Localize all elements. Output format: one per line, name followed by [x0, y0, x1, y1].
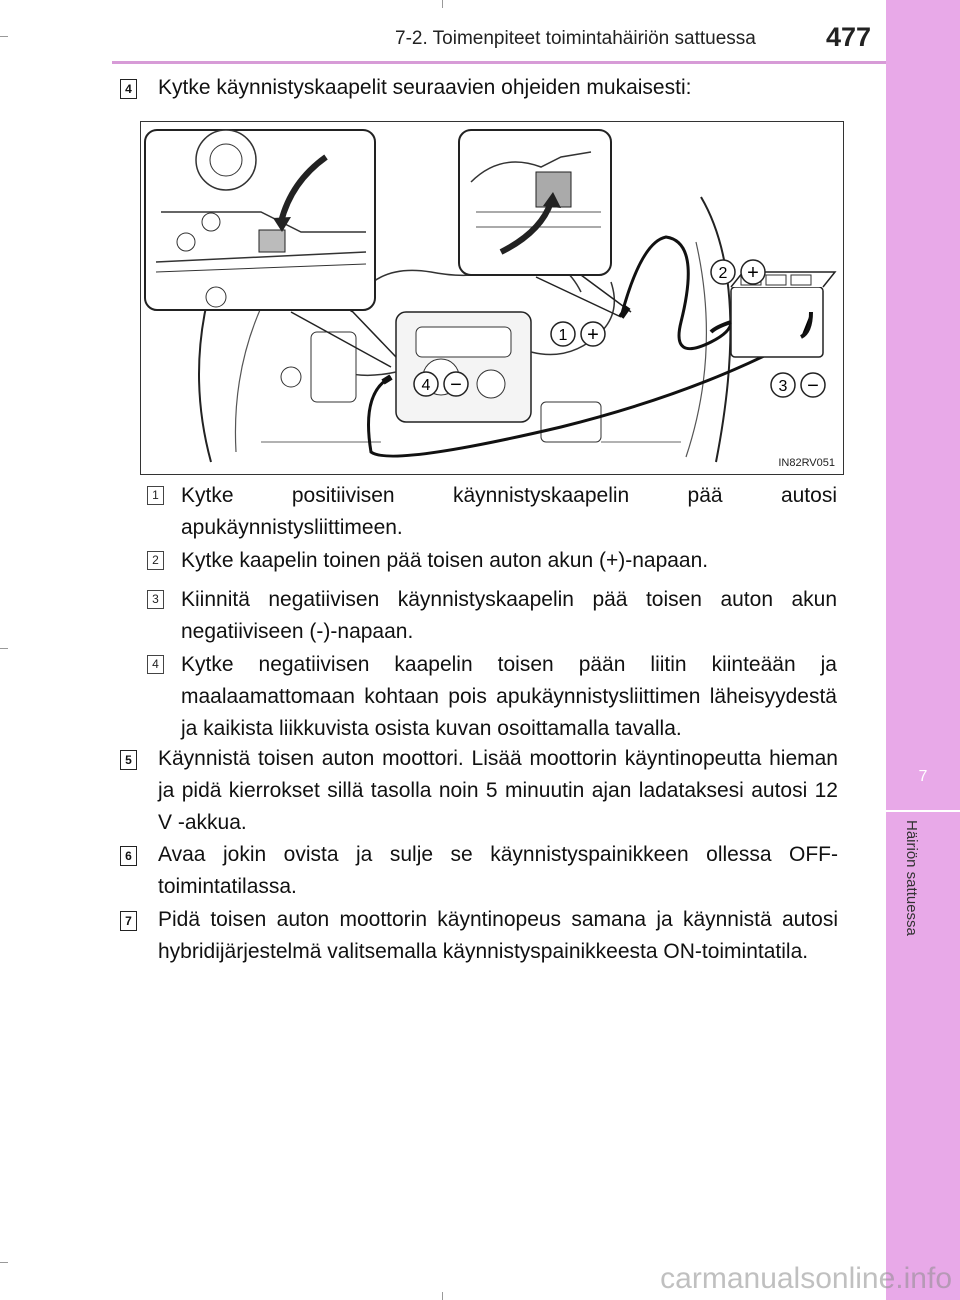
svg-text:+: + [587, 324, 599, 346]
substep-number-icon: 4 [147, 655, 164, 674]
crop-mark [0, 648, 8, 649]
substep-number-icon: 2 [147, 551, 164, 570]
engine-bay-drawing [141, 122, 843, 474]
svg-text:2: 2 [718, 265, 728, 282]
substep-text: Kytke kaapelin toinen pää toisen auton akun (+)-napaan. [181, 549, 709, 572]
step-number-box: 6 [120, 846, 137, 866]
jump-start-illustration [140, 121, 844, 475]
crop-mark [0, 36, 8, 37]
crop-mark [0, 1262, 8, 1263]
substep-number-icon: 3 [147, 590, 164, 609]
step-text: Pidä toisen auton moottorin käyntinopeus samana ja käynnistä autosi hybridijärjestelmä valitsemalla käynnistyspainikkeesta ON-toimintatila. [158, 908, 838, 963]
header-rule [112, 61, 886, 64]
substep-text: Kiinnitä negatiivisen käynnistyskaapelin pää toisen auton akun negatiiviseen (-)-napaan. [181, 588, 837, 643]
figure-code: IN82RV051 [778, 457, 835, 469]
chapter-divider [886, 810, 960, 812]
callout-3 [771, 373, 825, 397]
watermark: carmanualsonline.info [660, 1262, 952, 1295]
step-number-box: 7 [120, 911, 137, 931]
page-number: 477 [826, 22, 872, 52]
svg-text:1: 1 [558, 327, 568, 344]
step-text: Käynnistä toisen auton moottori. Lisää moottorin käyntinopeutta hieman ja pidä kierrokset sillä tasolla noin 5 minuutin ajan ladataksesi autosi 12 V -akkua. [158, 747, 838, 834]
crop-mark [442, 1292, 443, 1300]
chapter-title: Häiriön sattuessa [903, 820, 920, 936]
section-title: 7-2. Toimenpiteet toimintahäiriön sattuessa [395, 28, 756, 49]
crop-mark [442, 0, 443, 8]
substep-text: Kytke positiivisen käynnistyskaapelin pää autosi apukäynnistysliittimeen. [181, 484, 837, 539]
svg-text:−: − [807, 375, 819, 397]
step-number-box: 5 [120, 750, 137, 770]
chapter-tab [886, 0, 960, 1300]
chapter-number: 7 [918, 768, 928, 785]
svg-text:+: + [747, 262, 759, 284]
svg-text:−: − [450, 374, 462, 396]
svg-text:4: 4 [421, 377, 431, 394]
step-text: Avaa jokin ovista ja sulje se käynnistyspainikkeen ollessa OFF-toimintatilassa. [158, 843, 838, 898]
step-number-box: 4 [120, 79, 137, 99]
step-text: Kytke käynnistyskaapelit seuraavien ohjeiden mukaisesti: [158, 76, 692, 99]
callout-1 [551, 322, 605, 346]
substep-number-icon: 1 [147, 486, 164, 505]
svg-text:3: 3 [778, 378, 788, 395]
substep-text: Kytke negatiivisen kaapelin toisen pään liitin kiinteään ja maalaamattomaan kohtaan pois apukäynnistysliittimen läheisyydestä ja kaikista liikkuvista osista kuvan osoittamalla tavalla. [181, 653, 837, 740]
